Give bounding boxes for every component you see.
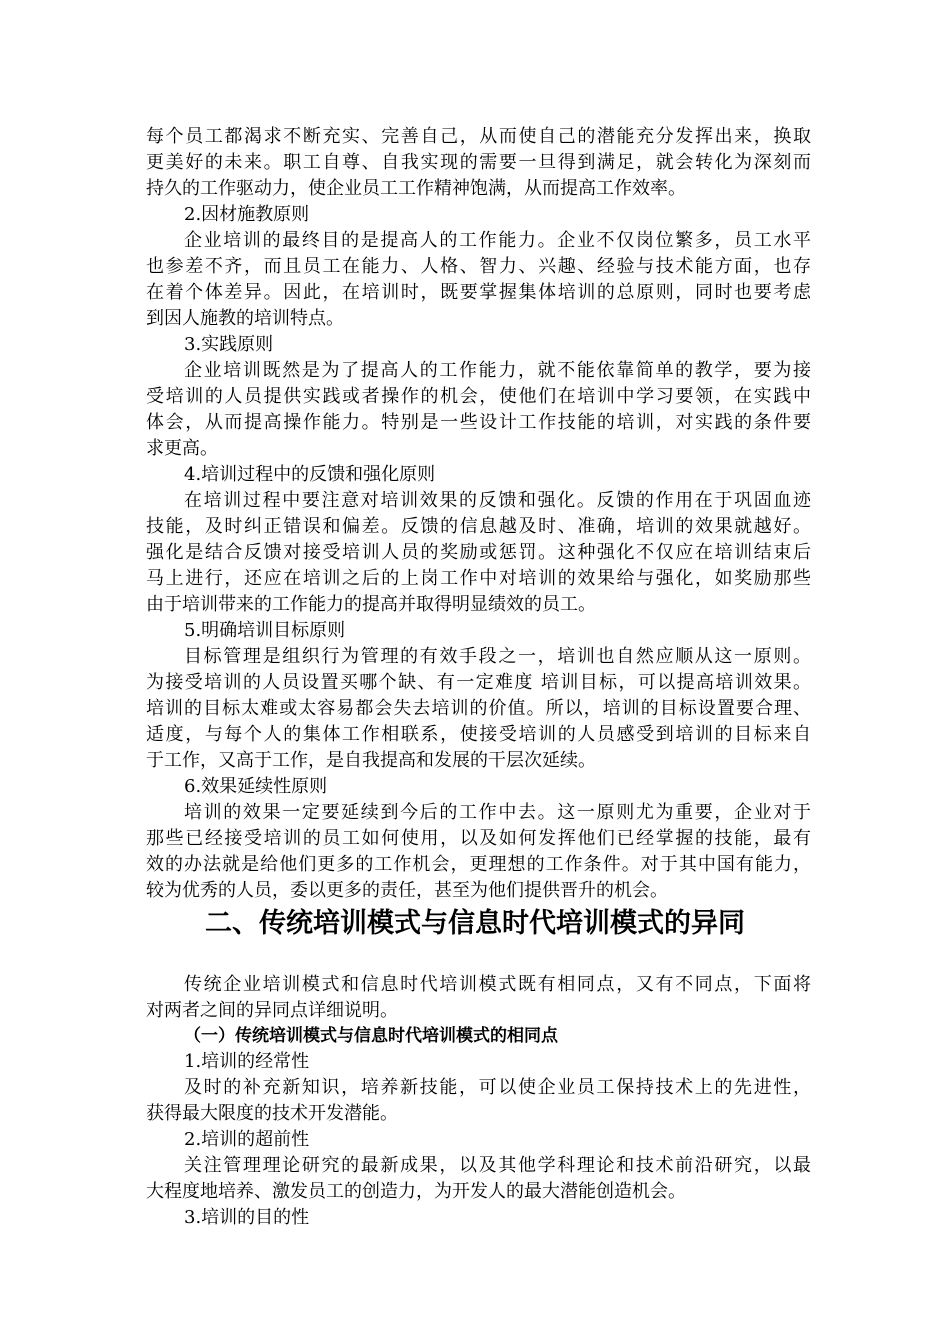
paragraph-line: 效的办法就是给他们更多的工作机会，更理想的工作条件。对于其中国有能力， xyxy=(146,854,811,875)
paragraph-line: 对两者之间的异同点详细说明。 xyxy=(146,1000,398,1021)
paragraph-line: 培训的效果一定要延续到今后的工作中去。这一原则尤为重要，企业对于 xyxy=(184,802,811,823)
sub-heading: （一）传统培训模式与信息时代培训模式的相同点 xyxy=(184,1026,558,1046)
paragraph-line: 培训的目标太难或太容易都会失去培训的价值。所以，培训的目标设置要合理、 xyxy=(146,698,811,719)
paragraph-line: 强化是结合反馈对接受培训人员的奖励或惩罚。这种强化不仅应在培训结束后 xyxy=(146,542,811,563)
paragraph-line: 更美好的未来。职工自尊、自我实现的需要一旦得到满足，就会转化为深刻而 xyxy=(146,152,811,173)
paragraph-line: 较为优秀的人员，委以更多的责任，甚至为他们提供晋升的机会。 xyxy=(146,880,668,901)
subsection-title: 5.明确培训目标原则 xyxy=(184,620,346,641)
paragraph-line: 每个员工都渴求不断充实、完善自己，从而使自己的潜能充分发挥出来，换取 xyxy=(146,126,811,147)
paragraph-line: 在培训过程中要注意对培训效果的反馈和强化。反馈的作用在于巩固血迹 xyxy=(184,490,811,511)
paragraph-line: 为接受培训的人员设置买哪个缺、有一定难度 培训目标，可以提高培训效果。 xyxy=(146,672,811,693)
paragraph-line: 及时的补充新知识，培养新技能，可以使企业员工保持技术上的先进性， xyxy=(184,1077,811,1098)
subsection-title: 2.培训的超前性 xyxy=(184,1129,310,1150)
paragraph-line: 传统企业培训模式和信息时代培训模式既有相同点，又有不同点，下面将 xyxy=(184,974,811,995)
paragraph-line: 于工作，又高于工作，是自我提高和发展的干层次延续。 xyxy=(146,750,596,771)
paragraph-line: 也参差不齐，而且员工在能力、人格、智力、兴趣、经验与技术能方面，也存 xyxy=(146,256,811,277)
paragraph-line: 适度，与每个人的集体工作相联系，使接受培训的人员感受到培训的目标来自 xyxy=(146,724,811,745)
paragraph-line: 企业培训的最终目的是提高人的工作能力。企业不仅岗位繁多，员工水平 xyxy=(184,230,811,251)
paragraph-line: 到因人施教的培训特点。 xyxy=(146,308,344,329)
subsection-title: 6.效果延续性原则 xyxy=(184,776,328,797)
paragraph-line: 技能，及时纠正错误和偏差。反馈的信息越及时、准确，培训的效果就越好。 xyxy=(146,516,811,537)
paragraph-line: 大程度地培养、激发员工的创造力，为开发人的最大潜能创造机会。 xyxy=(146,1181,686,1202)
paragraph-line: 持久的工作驱动力，使企业员工工作精神饱满，从而提高工作效率。 xyxy=(146,178,686,199)
paragraph-line: 由于培训带来的工作能力的提高并取得明显绩效的员工。 xyxy=(146,594,596,615)
paragraph-line: 受培训的人员提供实践或者操作的机会，使他们在培训中学习要领，在实践中 xyxy=(146,386,811,407)
subsection-title: 1.培训的经常性 xyxy=(184,1051,310,1072)
paragraph-line: 目标管理是组织行为管理的有效手段之一，培训也自然应顺从这一原则。 xyxy=(184,646,811,667)
paragraph-line: 企业培训既然是为了提高人的工作能力，就不能依靠简单的教学，要为接 xyxy=(184,360,811,381)
paragraph-line: 在着个体差异。因此，在培训时，既要掌握集体培训的总原则，同时也要考虑 xyxy=(146,282,811,303)
subsection-title: 2.因材施教原则 xyxy=(184,204,310,225)
subsection-title: 3.培训的目的性 xyxy=(184,1207,310,1228)
section-heading: 二、传统培训模式与信息时代培训模式的异同 xyxy=(205,908,745,939)
paragraph-line: 求更高。 xyxy=(146,438,218,459)
paragraph-line: 马上进行，还应在培训之后的上岗工作中对培训的效果给与强化，如奖励那些 xyxy=(146,568,811,589)
subsection-title: 4.培训过程中的反馈和强化原则 xyxy=(184,464,436,485)
subsection-title: 3.实践原则 xyxy=(184,334,274,355)
paragraph-line: 关注管理理论研究的最新成果，以及其他学科理论和技术前沿研究，以最 xyxy=(184,1155,811,1176)
paragraph-line: 体会，从而提高操作能力。特别是一些设计工作技能的培训，对实践的条件要 xyxy=(146,412,811,433)
paragraph-line: 那些已经接受培训的员工如何使用，以及如何发挥他们已经掌握的技能，最有 xyxy=(146,828,811,849)
paragraph-line: 获得最大限度的技术开发潜能。 xyxy=(146,1103,398,1124)
